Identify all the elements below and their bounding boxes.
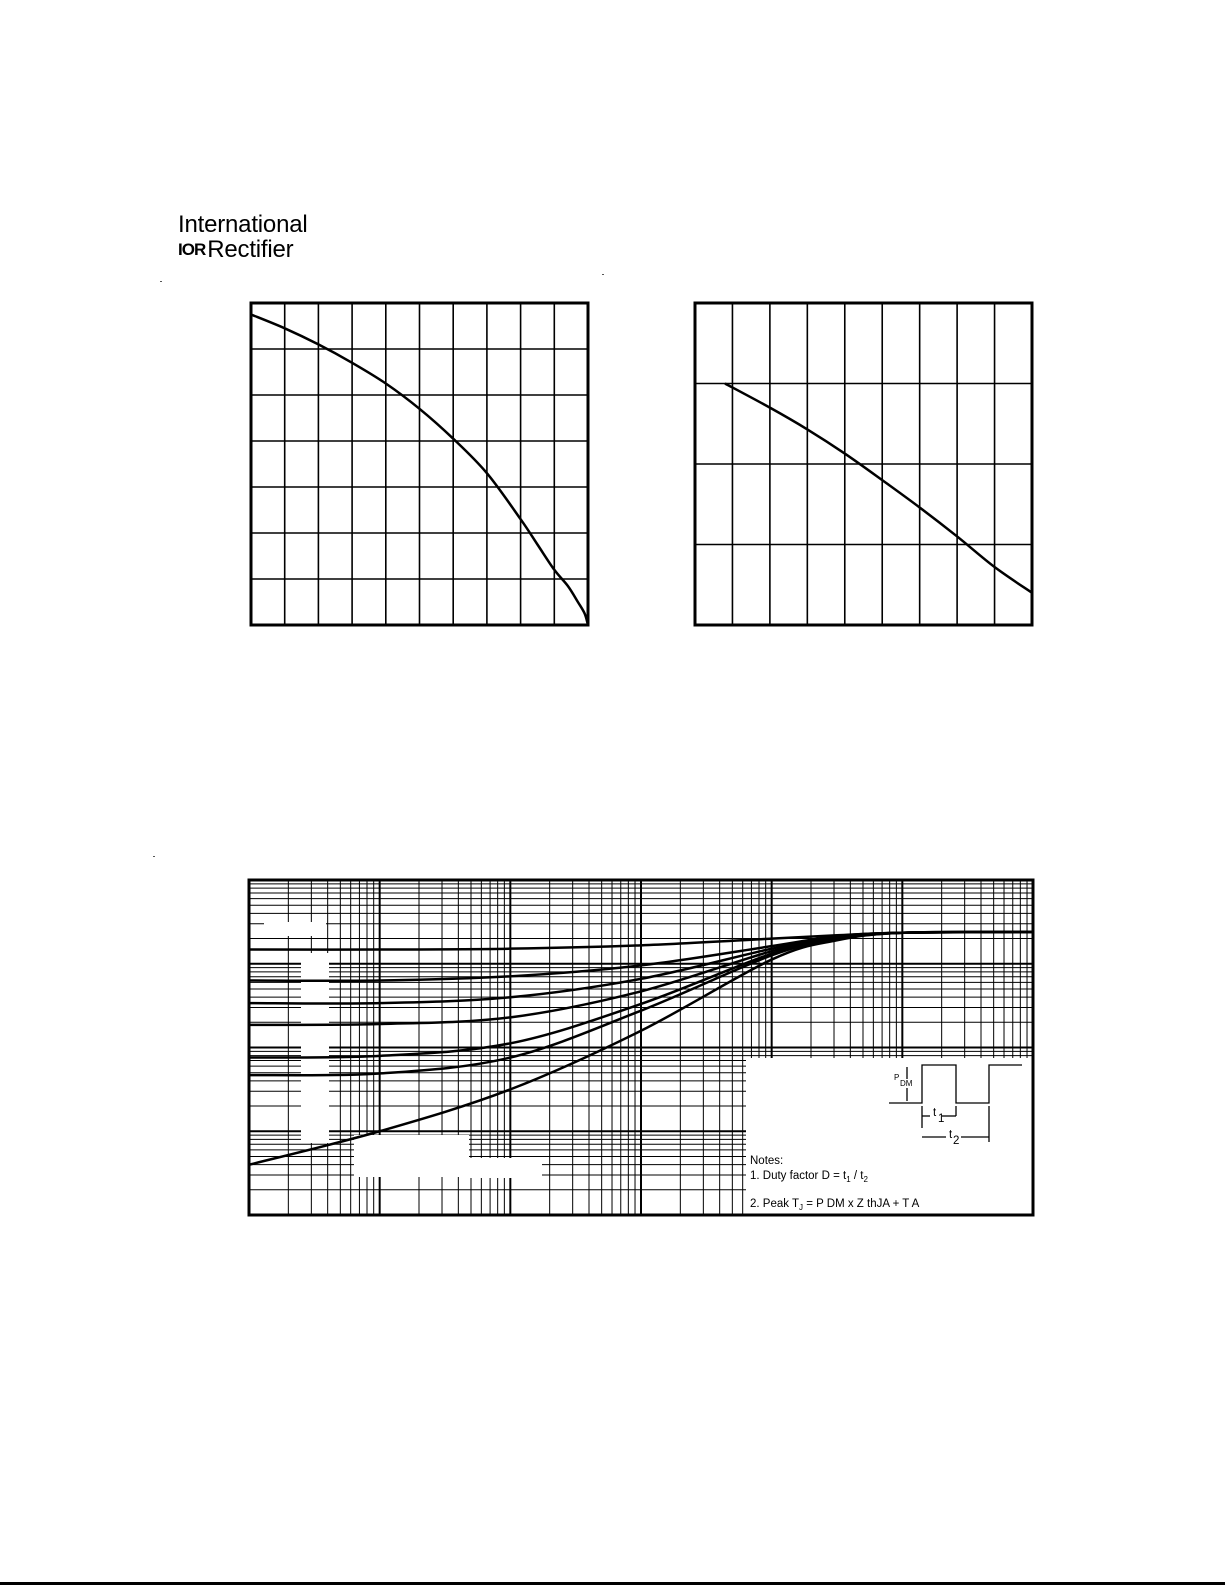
logo-text-rectifier: Rectifier <box>207 236 294 263</box>
right-chart <box>695 303 1032 625</box>
pulse-t1-sub: 1 <box>938 1113 945 1125</box>
pulse-t2-label: t <box>949 1129 953 1141</box>
logo-text-international: International <box>178 211 308 238</box>
speck <box>160 281 162 282</box>
right-chart-curve <box>725 384 1032 593</box>
notes-line2: 2. Peak $T_J = P$ DM x Z thJA + T A <box>750 1198 920 1212</box>
pulse-p-label: P <box>894 1073 900 1082</box>
speck <box>602 274 604 275</box>
left-chart-grid <box>251 303 588 625</box>
right-chart-grid <box>695 303 1032 625</box>
notes-panel-bg <box>746 1058 1033 1215</box>
notes-line1: 1. Duty factor $D = t_1 / t_2$ <box>750 1170 868 1184</box>
left-chart <box>251 303 588 625</box>
logo-mark: IOR <box>178 240 206 259</box>
pulse-t2-sub: 2 <box>953 1135 960 1147</box>
notes-heading: Notes: <box>750 1155 784 1167</box>
speck <box>153 856 155 857</box>
company-logo <box>178 212 318 263</box>
thermal-impedance-chart <box>249 880 1033 1215</box>
pulse-t1-label: t <box>933 1107 937 1119</box>
pulse-dm-label: DM <box>900 1079 913 1088</box>
